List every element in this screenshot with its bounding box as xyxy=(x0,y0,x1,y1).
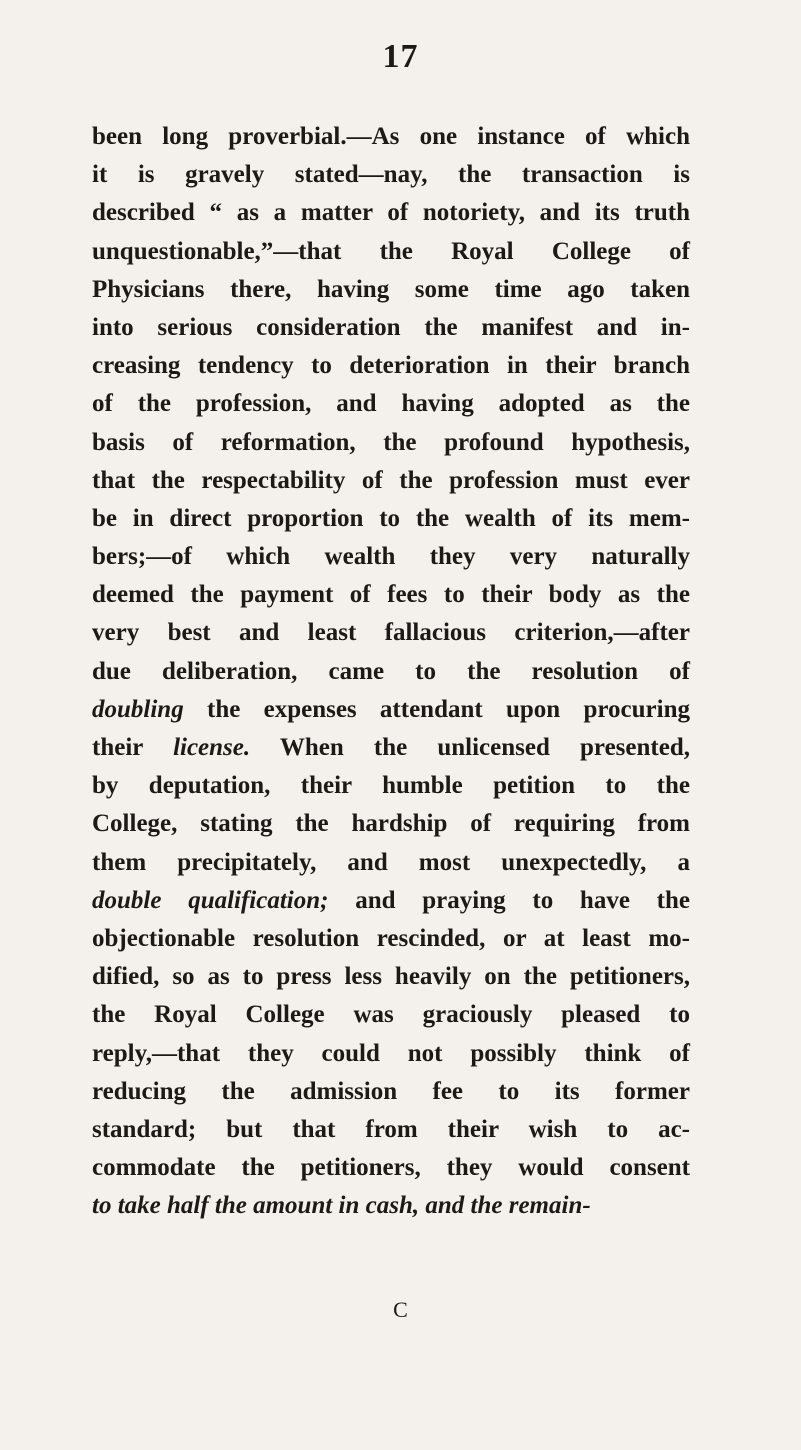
text-segment: described “ as a matter of notoriety, and its truth xyxy=(92,199,690,227)
text-line xyxy=(92,1035,690,1073)
text-line xyxy=(92,347,690,385)
text-line xyxy=(92,958,690,996)
italic-text: doubling xyxy=(92,695,184,723)
text-line xyxy=(92,1073,690,1111)
text-line xyxy=(92,805,690,843)
text-line xyxy=(92,691,690,729)
text-line xyxy=(92,538,690,576)
text-segment: due deliberation, came to the resolution of xyxy=(92,657,690,685)
text-segment: the expenses attendant upon procuring xyxy=(183,695,690,723)
text-line xyxy=(92,424,690,462)
text-segment: deemed the payment of fees to their body as the xyxy=(92,581,690,609)
text-line xyxy=(92,844,690,882)
text-line xyxy=(92,1149,690,1187)
italic-text: to take half the amount in cash, and the remain- xyxy=(92,1192,591,1220)
body-text xyxy=(92,118,690,1225)
text-segment: objectionable resolution rescinded, or at least mo- xyxy=(92,924,690,952)
text-segment: that the respectability of the profession must ever xyxy=(92,466,690,494)
text-segment: be in direct proportion to the wealth of its mem- xyxy=(92,504,690,532)
text-segment: it is gravely stated—nay, the transaction is xyxy=(92,161,690,189)
text-line xyxy=(92,118,690,156)
text-line xyxy=(92,385,690,423)
text-line xyxy=(92,767,690,805)
text-segment: been long proverbial.—As one instance of which xyxy=(92,123,690,150)
text-segment: Physicians there, having some time ago taken xyxy=(92,275,690,303)
text-segment: of the profession, and having adopted as the xyxy=(92,390,690,418)
text-segment: by deputation, their humble petition to the xyxy=(92,772,690,800)
text-line xyxy=(92,996,690,1034)
text-line xyxy=(92,1187,690,1225)
text-line xyxy=(92,462,690,500)
signature-mark: C xyxy=(393,1297,408,1322)
text-segment: bers;—of which wealth they very naturally xyxy=(92,543,690,571)
text-segment: reducing the admission fee to its former xyxy=(92,1077,690,1105)
text-segment: When the unlicensed presented, xyxy=(250,734,690,761)
text-segment: standard; but that from their wish to ac- xyxy=(92,1115,690,1143)
text-line xyxy=(92,653,690,691)
text-line xyxy=(92,920,690,958)
text-line xyxy=(92,156,690,194)
text-segment: into serious consideration the manifest and in- xyxy=(92,313,690,341)
text-segment: reply,—that they could not possibly think of xyxy=(92,1039,690,1067)
text-segment: them precipitately, and most unexpectedly, a xyxy=(92,848,690,876)
text-segment: their xyxy=(92,734,174,761)
text-segment: very best and least fallacious criterion,—after xyxy=(92,619,690,647)
text-segment: dified, so as to press less heavily on the petitioners, xyxy=(92,963,690,991)
text-line xyxy=(92,271,690,309)
text-line xyxy=(92,576,690,614)
text-segment: and praying to have the xyxy=(328,886,691,914)
text-segment: unquestionable,”—that the Royal College of xyxy=(92,237,690,265)
text-segment: creasing tendency to deterioration in their branch xyxy=(92,352,690,380)
text-line xyxy=(92,233,690,271)
text-line xyxy=(92,614,690,652)
text-segment: College, stating the hardship of requiring from xyxy=(92,810,690,838)
text-line xyxy=(92,729,690,767)
text-line xyxy=(92,309,690,347)
text-line xyxy=(92,500,690,538)
text-line xyxy=(92,194,690,232)
text-segment: commodate the petitioners, they would consent xyxy=(92,1154,690,1182)
italic-text: double qualification; xyxy=(92,886,329,914)
page-number: 17 xyxy=(382,38,419,75)
text-line xyxy=(92,882,690,920)
text-line xyxy=(92,1111,690,1149)
italic-text: license. xyxy=(173,734,251,761)
text-segment: basis of reformation, the profound hypothesis, xyxy=(92,428,690,456)
text-segment: the Royal College was graciously pleased to xyxy=(92,1001,690,1029)
